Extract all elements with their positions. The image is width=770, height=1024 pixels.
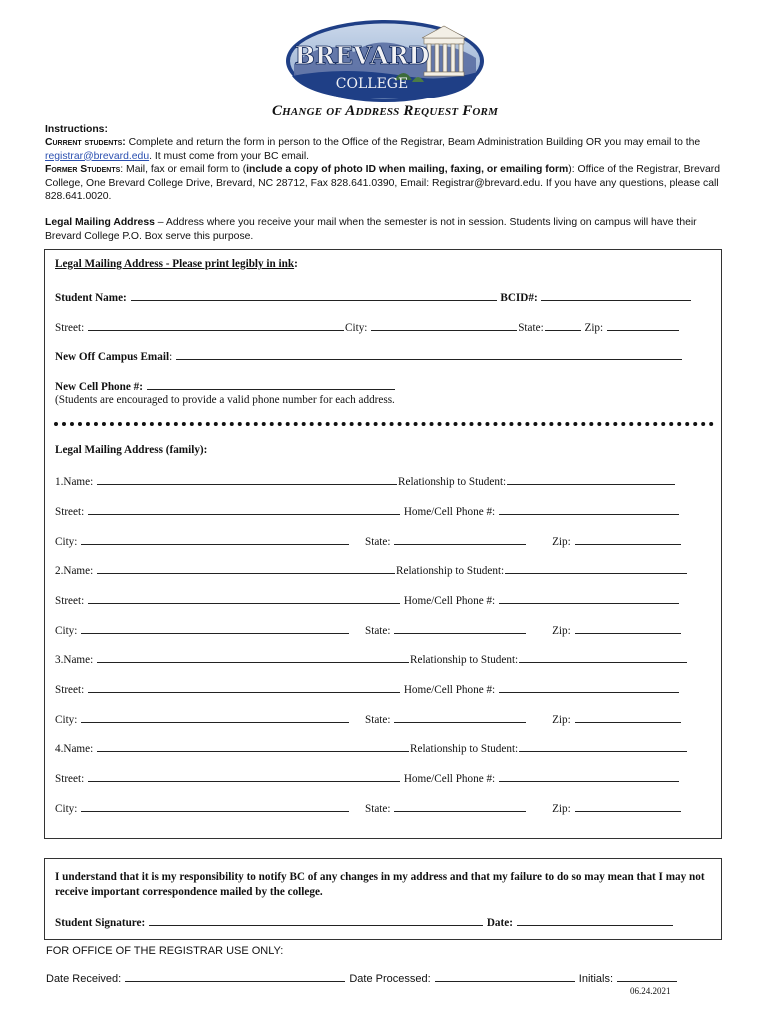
current-students-label: Current students:: [45, 137, 126, 148]
family-name-field[interactable]: [97, 741, 409, 752]
family-zip-field[interactable]: [575, 712, 681, 723]
relationship-field[interactable]: [519, 741, 687, 752]
instructions-heading: Instructions:: [45, 124, 108, 135]
student-state-field[interactable]: [545, 320, 581, 331]
student-signature-field[interactable]: [149, 915, 483, 926]
relationship-field[interactable]: [507, 474, 675, 485]
family-city-field[interactable]: [81, 801, 349, 812]
family-phone-field[interactable]: [499, 771, 679, 782]
date-processed-field[interactable]: [435, 971, 575, 982]
family-name-field[interactable]: [97, 652, 409, 663]
family-zip-field[interactable]: [575, 534, 681, 545]
student-name-field[interactable]: [131, 290, 497, 301]
cell-phone-note: (Students are encouraged to provide a valid phone number for each address.: [55, 394, 395, 406]
family-state-field[interactable]: [394, 801, 526, 812]
family-zip-field[interactable]: [575, 623, 681, 634]
student-section-heading: Legal Mailing Address - Please print legibly in ink:: [55, 258, 298, 270]
current-students-instructions: Current students: Complete and return the form in person to the Office of the Registrar, Beam Administration Building OR you may email to the registrar@brevard.edu. It must come from your BC email.: [45, 137, 701, 162]
student-zip-field[interactable]: [607, 320, 679, 331]
bcid-field[interactable]: [541, 290, 691, 301]
former-students-label: Former Students: [45, 164, 121, 175]
family-city-field[interactable]: [81, 534, 349, 545]
section-divider: [54, 422, 714, 426]
family-street-field[interactable]: [88, 504, 400, 515]
family-state-field[interactable]: [394, 712, 526, 723]
family-phone-field[interactable]: [499, 504, 679, 515]
student-street-row: Street: City: State: Zip:: [55, 320, 680, 334]
form-title: Change of Address Request Form: [271, 103, 499, 119]
registrar-email-link[interactable]: registrar@brevard.edu: [45, 150, 150, 162]
family-street-field[interactable]: [88, 593, 400, 604]
agreement-text: I understand that it is my responsibility to notify BC of any changes in my address and that my failure to do so may mean that I may not receive important correspondence mailed by the college.: [55, 871, 705, 898]
relationship-field[interactable]: [505, 563, 687, 574]
family-street-field[interactable]: [88, 771, 400, 782]
family-zip-field[interactable]: [575, 801, 681, 812]
signature-row: Student Signature: Date:: [55, 915, 674, 929]
logo-line1: BREVARD: [294, 41, 430, 70]
initials-field[interactable]: [617, 971, 677, 982]
family-street-field[interactable]: [88, 682, 400, 693]
relationship-field[interactable]: [519, 652, 687, 663]
family-state-field[interactable]: [394, 534, 526, 545]
family-section-heading: Legal Mailing Address (family):: [55, 444, 208, 456]
student-email-row: New Off Campus Email:: [55, 349, 683, 363]
family-state-field[interactable]: [394, 623, 526, 634]
student-cell-row: New Cell Phone #:: [55, 379, 396, 393]
family-name-field[interactable]: [97, 563, 395, 574]
family-phone-field[interactable]: [499, 682, 679, 693]
family-city-field[interactable]: [81, 712, 349, 723]
date-received-field[interactable]: [125, 971, 345, 982]
family-name-field[interactable]: [97, 474, 397, 485]
family-city-field[interactable]: [81, 623, 349, 634]
signature-date-field[interactable]: [517, 915, 673, 926]
family-phone-field[interactable]: [499, 593, 679, 604]
office-use-row: Date Received: Date Processed: Initials:: [46, 971, 678, 985]
revision-date: 06.24.2021: [630, 986, 671, 996]
former-students-instructions: Former Students: Mail, fax or email form to (include a copy of photo ID when mailing, faxing, or emailing form): Office of the Registrar, Brevard College, One Brevard College Drive, Brevard, NC 28712, Fax 828.641.0390, Email: Registrar@brevard.edu. If you have any questions, please call 828.641.0020.: [45, 164, 720, 202]
cell-phone-field[interactable]: [147, 379, 395, 390]
student-street-field[interactable]: [88, 320, 344, 331]
brevard-college-logo: [284, 18, 486, 104]
office-use-heading: FOR OFFICE OF THE REGISTRAR USE ONLY:: [46, 945, 284, 957]
student-city-field[interactable]: [371, 320, 517, 331]
off-campus-email-field[interactable]: [176, 349, 682, 360]
logo-line2: COLLEGE: [335, 76, 409, 92]
legal-address-note: Legal Mailing Address – Address where you receive your mail when the semester is not in session. Students living on campus will have their Brevard College P.O. Box serve this purpose.: [45, 217, 697, 242]
student-name-row: Student Name: BCID#:: [55, 290, 692, 304]
